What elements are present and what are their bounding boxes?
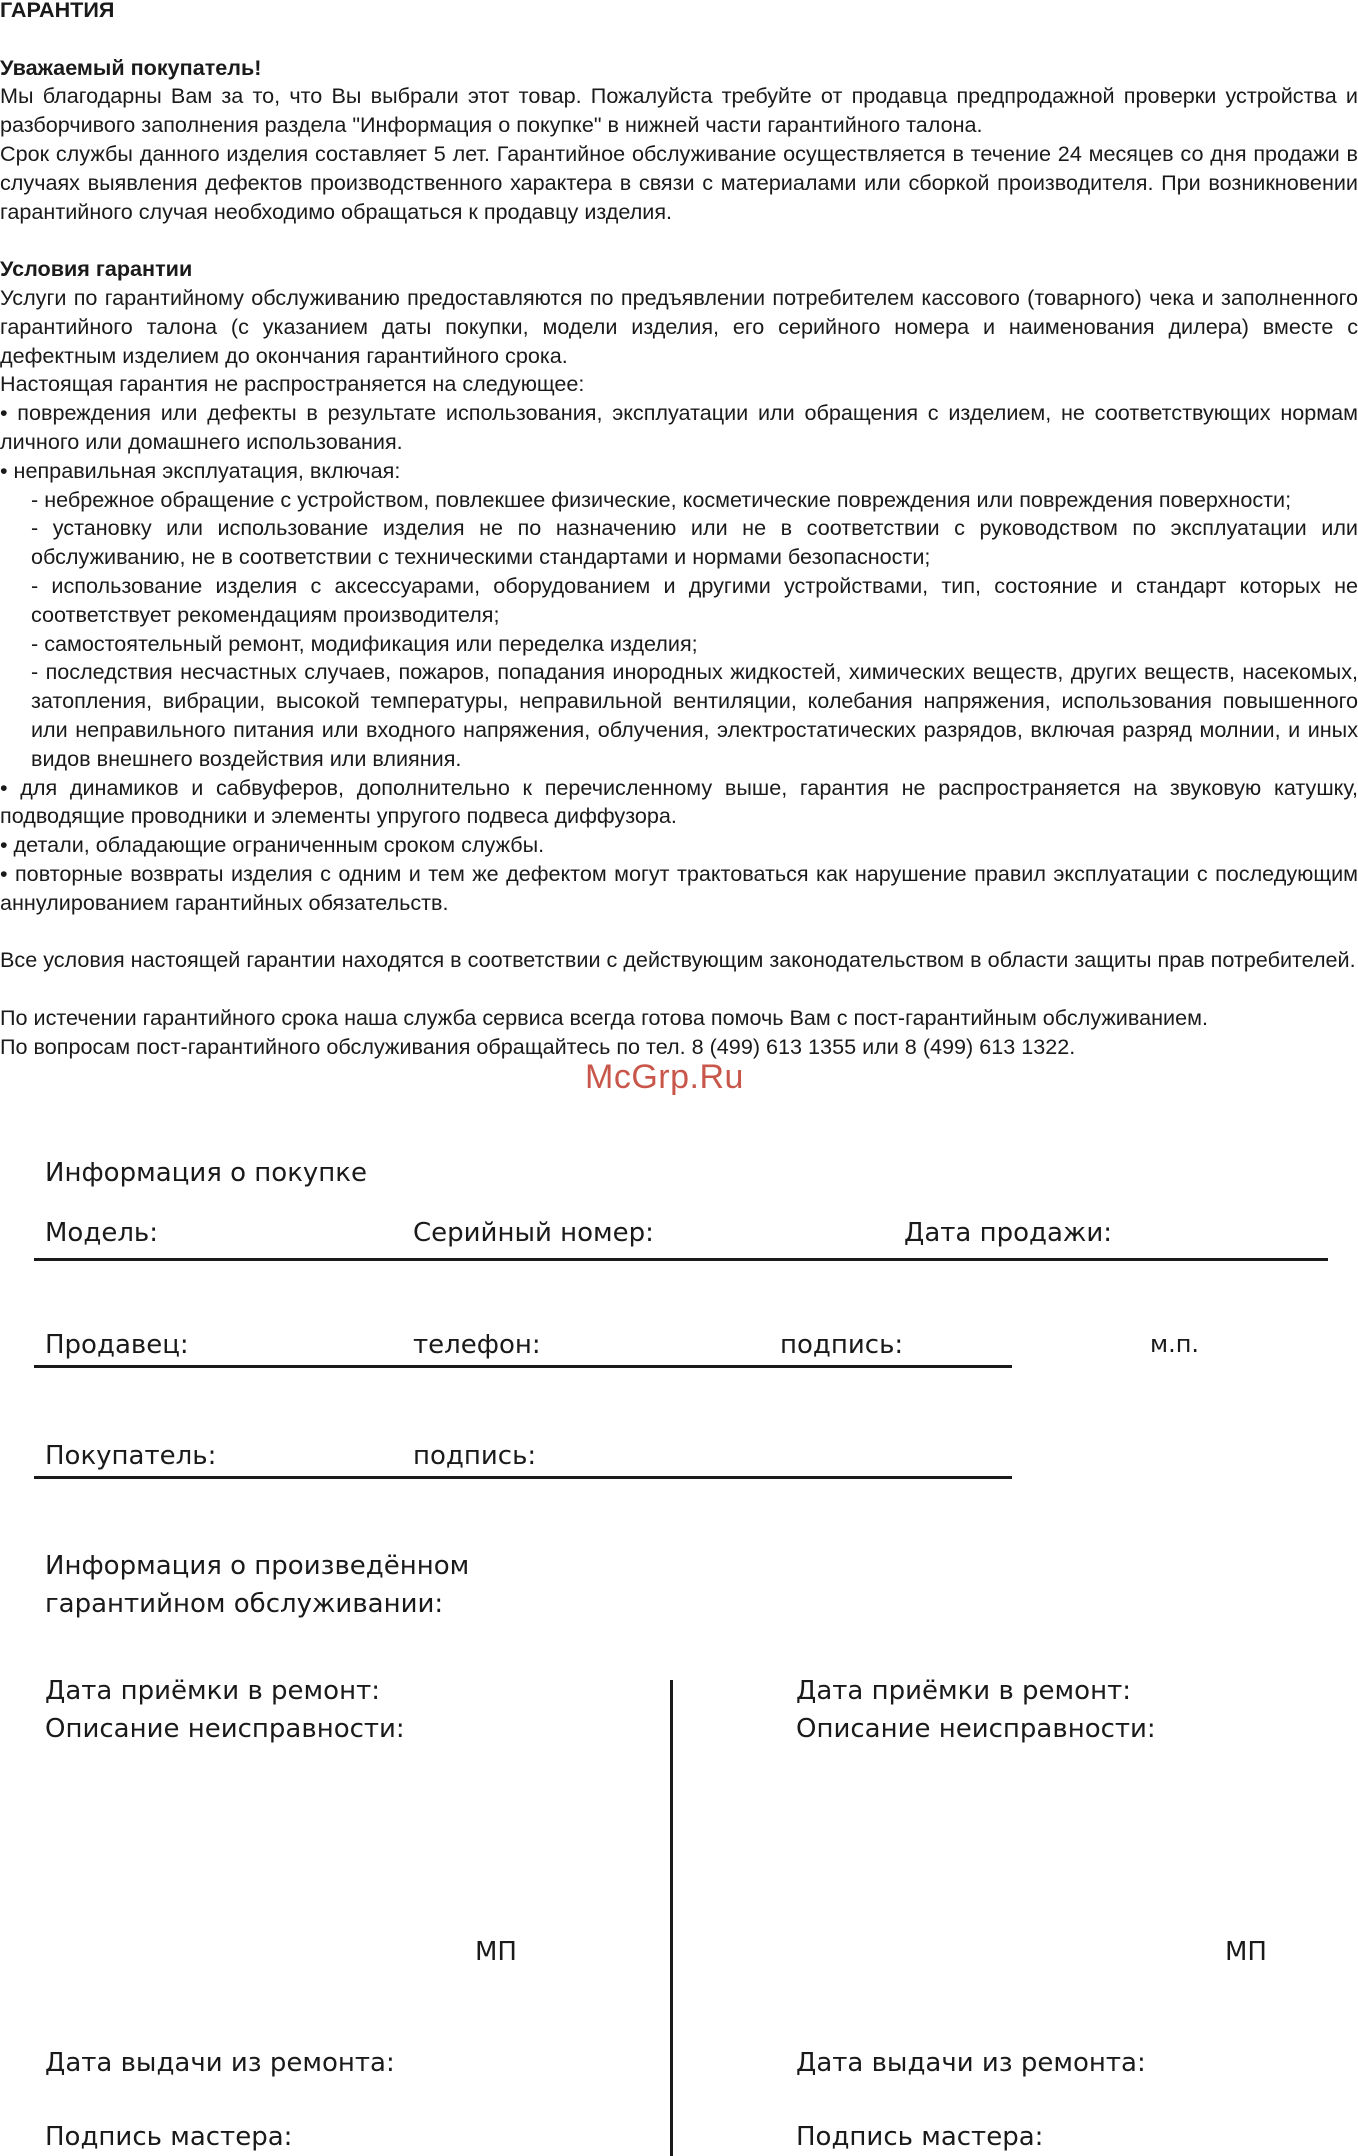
intake-date-label: Дата приёмки в ремонт: [45, 1676, 380, 1706]
not-covered-intro: Настоящая гарантия не распространяется на следующее: [0, 371, 585, 397]
intro-paragraph-1: Мы благодарны Вам за то, что Вы выбрали этот товар. Пожалуйста требуйте от продавца предпродажной проверки устройства и разборчивого заполнения раздела "Информация о покупке" в нижней части гарантийного талона. [0, 83, 1358, 138]
stamp-label: м.п. [1150, 1330, 1200, 1358]
conditions-heading: Условия гарантии [0, 256, 193, 282]
serial-label: Серийный номер: [413, 1218, 654, 1248]
bullet-item: • детали, обладающие ограниченным сроком службы. [0, 832, 545, 858]
bullet-item: • неправильная эксплуатация, включая: [0, 457, 401, 483]
greeting: Уважаемый покупатель! [0, 54, 262, 80]
seller-label: Продавец: [45, 1330, 189, 1360]
master-signature-label: Подпись мастера: [796, 2122, 1044, 2152]
service-form-title-2: гарантийном обслуживании: [45, 1589, 444, 1619]
seller-signature-label: подпись: [780, 1330, 904, 1360]
sub-item: - самостоятельный ремонт, модификация или переделка изделия; [31, 630, 698, 656]
bullet-item: • повреждения или дефекты в результате использования, эксплуатации или обращения с изделием, не соответствующих нормам личного или домашнего использования. [0, 400, 1358, 454]
column-divider [670, 1680, 673, 2156]
phone-label: телефон: [413, 1330, 541, 1360]
service-line-1: По истечении гарантийного срока наша служба сервиса всегда готова помочь Вам с пост-гарантийным обслуживанием. [0, 1004, 1208, 1030]
watermark: McGrp.Ru [585, 1058, 744, 1096]
stamp-label: МП [1225, 1937, 1267, 1967]
release-date-label: Дата выдачи из ремонта: [796, 2048, 1146, 2078]
sub-item: - установку или использование изделия не по назначению или не в соответствии с руководством по эксплуатации или обслуживанию, не в соответствии с техническими стандартами и нормами безопасности; [31, 515, 1358, 570]
model-label: Модель: [45, 1218, 159, 1248]
sale-date-label: Дата продажи: [904, 1218, 1112, 1248]
buyer-signature-label: подпись: [413, 1441, 537, 1471]
intro-paragraph-2: Срок службы данного изделия составляет 5 лет. Гарантийное обслуживание осуществляется в течение 24 месяцев со дня продажи в случаях выявления дефектов производственного характера в связи с материалами или сборкой производителя. При возникновении гарантийного случая необходимо обращаться к продавцу изделия. [0, 140, 1358, 224]
release-date-label: Дата выдачи из ремонта: [45, 2048, 395, 2078]
sub-item: - последствия несчастных случаев, пожаров, попадания инородных жидкостей, химических веществ, других веществ, насекомых, затопления, вибрации, высокой температуры, неправильной вентиляции, колебания напряжения, использования повышенного или неправильного питания или входного напряжения, облучения, электростатических разрядов, включая разряд молнии, и иных видов внешнего воздействия или влияния. [31, 659, 1358, 771]
buyer-label: Покупатель: [45, 1441, 217, 1471]
service-form-title-1: Информация о произведённом [45, 1551, 470, 1581]
conditions-intro: Услуги по гарантийному обслуживанию предоставляются по предъявлении потребителем кассового (товарного) чека и заполненного гарантийного талона (с указанием даты покупки, модели изделия, его серийного номера и наименования дилера) вместе с дефектным изделием до окончания гарантийного срока. [0, 284, 1358, 368]
master-signature-label: Подпись мастера: [45, 2122, 293, 2152]
fault-description-label: Описание неисправности: [796, 1714, 1156, 1744]
bullet-item: • для динамиков и сабвуферов, дополнительно к перечисленному выше, гарантия не распространяется на звуковую катушку, подводящие проводники и элементы упругого подвеса диффузора. [0, 774, 1358, 829]
service-line-2: По вопросам пост-гарантийного обслуживания обращайтесь по тел. 8 (499) 613 1355 или 8 (499) 613 1322. [0, 1033, 1076, 1059]
fault-description-label: Описание неисправности: [45, 1714, 405, 1744]
sub-item: - небрежное обращение с устройством, повлекшее физические, косметические повреждения или повреждения поверхности; [31, 486, 1292, 512]
sub-item: - использование изделия с аксессуарами, оборудованием и другими устройствами, тип, состояние и стандарт которых не соответствует рекомендациям производителя; [31, 572, 1358, 627]
warranty-title: ГАРАНТИЯ [0, 0, 115, 22]
purchase-form-title: Информация о покупке [45, 1158, 368, 1188]
intake-date-label: Дата приёмки в ремонт: [796, 1676, 1131, 1706]
stamp-label: МП [475, 1937, 517, 1967]
legal-paragraph: Все условия настоящей гарантии находятся в соответствии с действующим законодательством в области защиты прав потребителей. [0, 947, 1356, 973]
bullet-item: • повторные возвраты изделия с одним и тем же дефектом могут трактоваться как нарушение правил эксплуатации с последующим аннулированием гарантийных обязательств. [0, 860, 1358, 915]
